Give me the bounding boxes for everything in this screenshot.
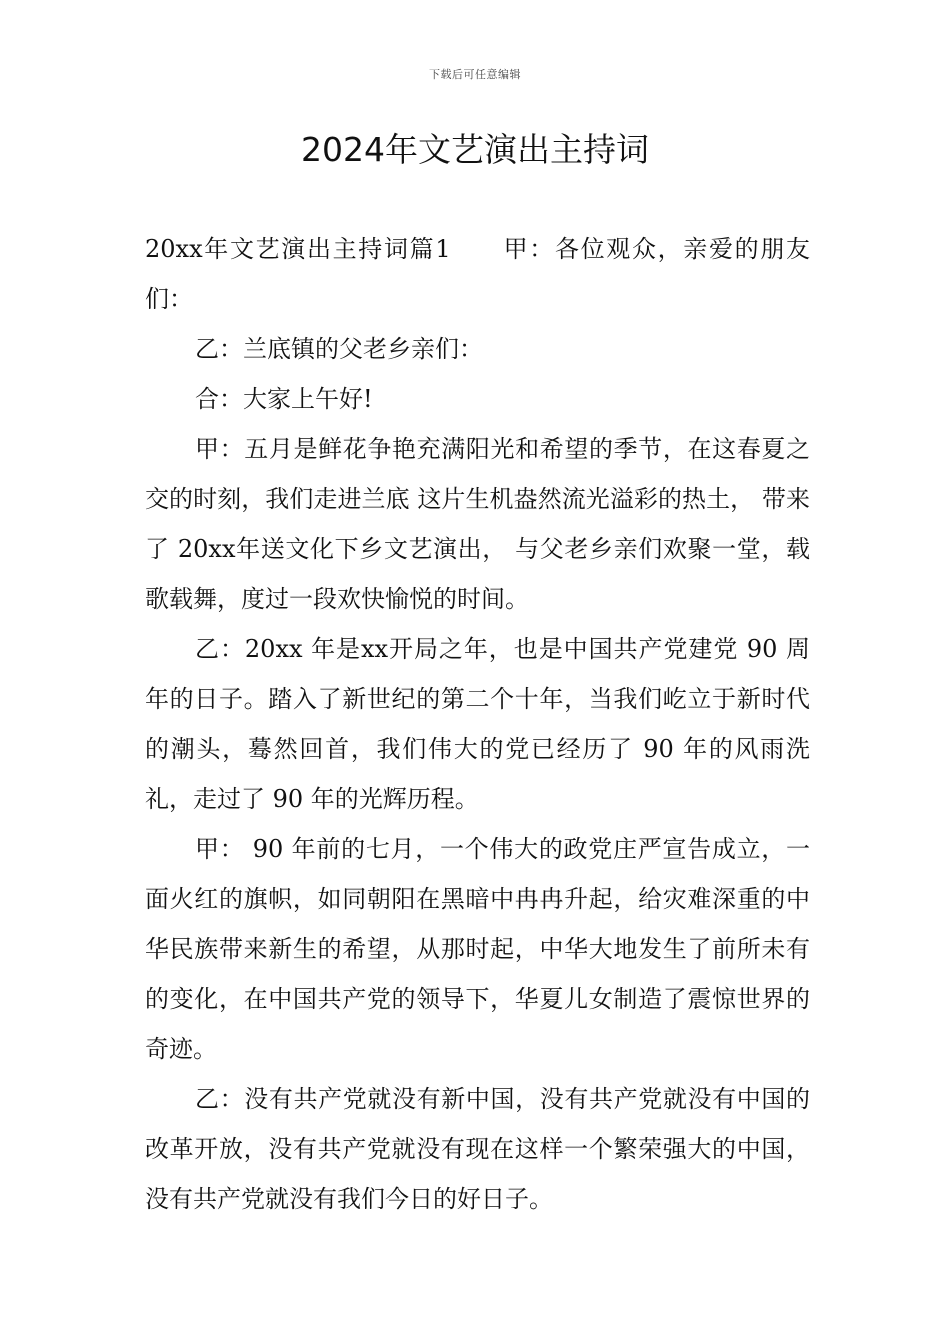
document-body (145, 224, 810, 1224)
paragraph: 合：大家上午好! (195, 385, 373, 413)
paragraph: 甲： 90 年前的七月，一个伟大的政党庄严宣告成立，一面火红的旗帜，如同朝阳在黑暗中冉冉升起，给灾难深重的中华民族带来新生的希望，从那时起，中华大地发生了前所未有的变化，在中国共产党的领导下，华夏儿女制造了震惊世界的奇迹。 (145, 835, 810, 1063)
paragraph: 乙：20xx 年是xx开局之年，也是中国共产党建党 90 周年的日子。踏入了新世纪的第二个十年，当我们屹立于新时代的潮头，蓦然回首，我们伟大的党已经历了 90 年的风雨洗礼，走过了 90 年的光辉历程。 (145, 635, 810, 813)
paragraph-intro: 20xx年文艺演出主持词篇1 甲：各位观众，亲爱的朋友们： (145, 235, 810, 313)
paragraph: 乙：没有共产党就没有新中国，没有共产党就没有中国的改革开放，没有共产党就没有现在这样一个繁荣强大的中国，没有共产党就没有我们今日的好日子。 (145, 1085, 810, 1213)
document-title: 2024年文艺演出主持词 (301, 130, 649, 169)
paragraph: 乙：兰底镇的父老乡亲们： (195, 335, 483, 363)
page-header-note: 下载后可任意编辑 (429, 68, 521, 81)
paragraph: 甲：五月是鲜花争艳充满阳光和希望的季节，在这春夏之交的时刻，我们走进兰底 这片生机盎然流光溢彩的热土， 带来了 20xx年送文化下乡文艺演出， 与父老乡亲们欢聚一堂，载歌载舞，度过一段欢快愉悦的时间。 (145, 435, 810, 613)
